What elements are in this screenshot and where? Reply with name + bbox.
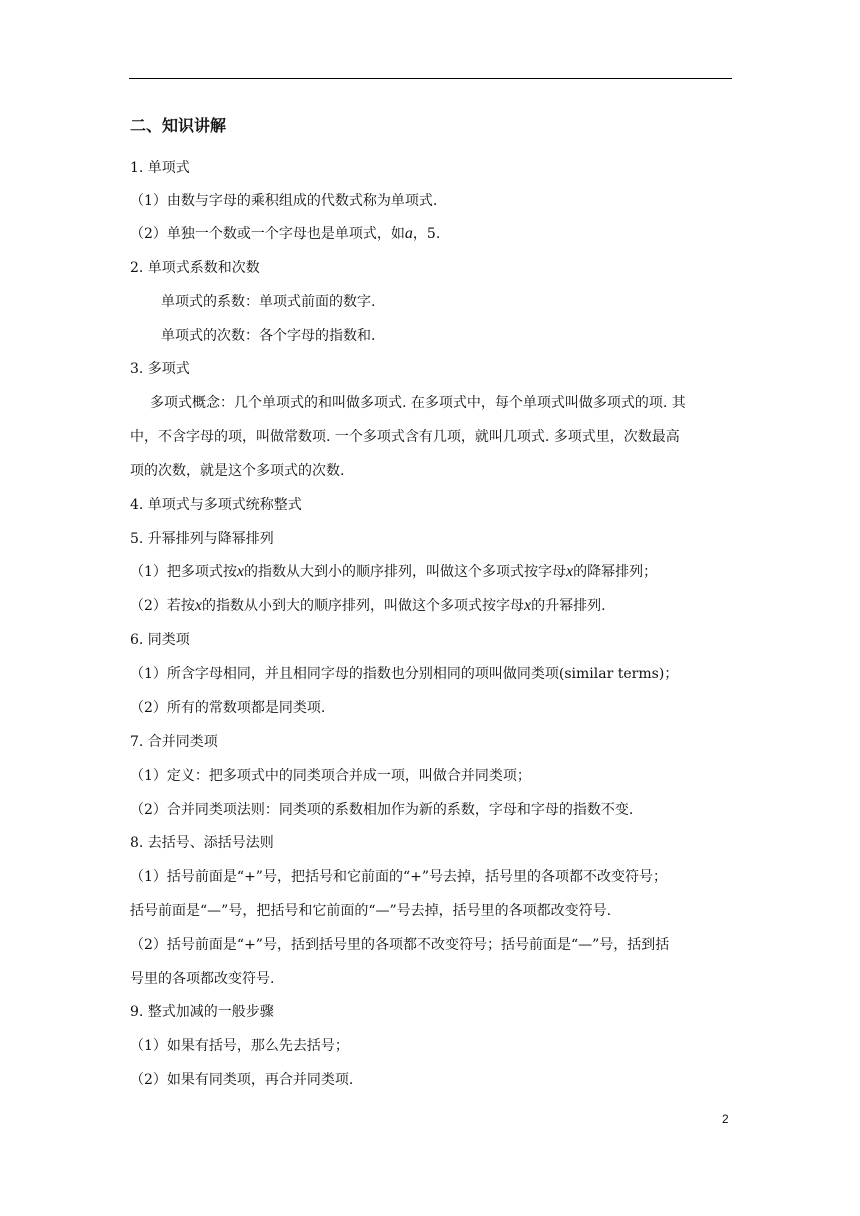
page-number: 2 [722, 1112, 729, 1126]
s5-title: 5. 升幂排列与降幂排列 [130, 531, 274, 547]
s1-p2-post: ，5. [412, 226, 441, 242]
section-heading: 二、知识讲解 [130, 116, 227, 135]
s2-title: 2. 单项式系数和次数 [130, 260, 260, 276]
s2-p2: 单项式的次数：各个字母的指数和. [161, 328, 376, 344]
s6-title: 6. 同类项 [130, 632, 190, 648]
s9-p2: （2）如果有同类项，再合并同类项. [130, 1072, 354, 1088]
s8-p2-line1: （2）括号前面是“+”号，括到括号里的各项都不改变符号；括号前面是“—”号，括到括 [130, 937, 670, 953]
s8-p1-line1: （1）括号前面是“+”号，把括号和它前面的“+”号去掉，括号里的各项都不改变符号； [130, 869, 667, 885]
s8-title: 8. 去括号、添括号法则 [130, 835, 274, 851]
s1-p1: （1）由数与字母的乘积组成的代数式称为单项式. [130, 193, 438, 209]
s5-p1-c: 的降幂排列； [573, 564, 658, 580]
var-a: a [404, 225, 413, 242]
s8-p2-line2: 号里的各项都改变符号. [130, 971, 275, 987]
s8-p1-line2: 括号前面是“—”号，把括号和它前面的“—”号去掉，括号里的各项都改变符号. [130, 903, 612, 919]
var-x: x [524, 597, 532, 614]
s3-title: 3. 多项式 [130, 361, 190, 377]
s9-p1: （1）如果有括号，那么先去括号； [130, 1038, 349, 1054]
s5-p1-a: （1）把多项式按 [130, 564, 237, 580]
var-x: x [566, 563, 574, 580]
s1-p2 [130, 224, 440, 244]
s5-p2-c: 的升幂排列. [531, 598, 606, 614]
s5-p1 [130, 562, 657, 582]
s2-p1: 单项式的系数：单项式前面的数字. [161, 294, 376, 310]
var-x: x [236, 563, 245, 580]
s7-title: 7. 合并同类项 [130, 734, 218, 750]
s3-line3: 项的次数，就是这个多项式的次数. [130, 463, 345, 479]
s9-title: 9. 整式加减的一般步骤 [130, 1004, 274, 1020]
var-x: x [194, 597, 203, 614]
s5-p1-b: 的指数从大到小的顺序排列，叫做这个多项式按字母 [244, 564, 567, 580]
s1-p2-pre: （2）单独一个数或一个字母也是单项式，如 [130, 226, 405, 242]
s3-line2: 中，不含字母的项，叫做常数项. 一个多项式含有几项，就叫几项式. 多项式里，次数最高 [130, 429, 680, 445]
s1-title: 1. 单项式 [130, 160, 190, 176]
header-rule [129, 78, 732, 79]
s7-p1: （1）定义：把多项式中的同类项合并成一项，叫做合并同类项； [130, 768, 531, 784]
s6-p2: （2）所有的常数项都是同类项. [130, 700, 326, 716]
s5-p2 [130, 596, 606, 616]
s5-p2-b: 的指数从小到大的顺序排列，叫做这个多项式按字母 [202, 598, 525, 614]
s3-line1: 多项式概念：几个单项式的和叫做多项式. 在多项式中，每个单项式叫做多项式的项. 其 [150, 395, 686, 411]
s4-title: 4. 单项式与多项式统称整式 [130, 497, 302, 513]
s7-p2: （2）合并同类项法则：同类项的系数相加作为新的系数，字母和字母的指数不变. [130, 802, 634, 818]
s6-p1: （1）所含字母相同，并且相同字母的指数也分别相同的项叫做同类项(similar terms)； [130, 666, 679, 682]
s5-p2-a: （2）若按 [130, 598, 195, 614]
